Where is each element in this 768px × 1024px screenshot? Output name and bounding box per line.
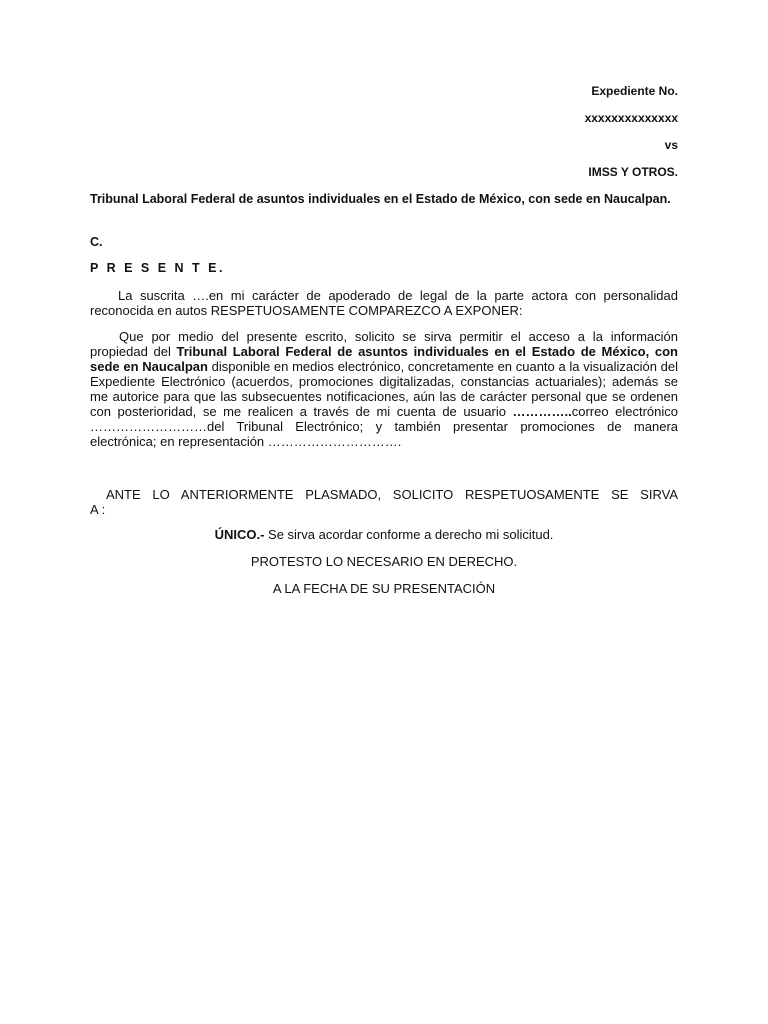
request-user-bold: ………….. bbox=[512, 404, 572, 419]
unico-label: ÚNICO.- bbox=[214, 527, 265, 542]
presente-heading: P R E S E N T E. bbox=[90, 261, 225, 275]
request-text-3: correo electrónico ………………………del Tribunal Electrónico; y también presentar promociones de manera electrónica; en representación …………………………. bbox=[90, 404, 678, 449]
expediente-label: Expediente No. bbox=[591, 84, 678, 98]
request-paragraph bbox=[90, 329, 678, 449]
request-text-1: Que por medio del presente escrito, solicito se sirva permitir el acceso a la información propiedad del bbox=[90, 329, 678, 359]
unico-text: Se sirva acordar conforme a derecho mi solicitud. bbox=[264, 527, 554, 542]
request-tribunal-bold: Tribunal Laboral Federal de asuntos individuales en el Estado de México, con sede en Naucalpan bbox=[90, 344, 678, 374]
intro-paragraph bbox=[90, 288, 678, 318]
defendant-name: IMSS Y OTROS. bbox=[588, 165, 678, 179]
case-header bbox=[380, 84, 678, 192]
closing-line-1: ANTE LO ANTERIORMENTE PLASMADO, SOLICITO RESPETUOSAMENTE SE SIRVA bbox=[106, 487, 678, 502]
protesto-line: PROTESTO LO NECESARIO EN DERECHO. bbox=[250, 554, 518, 569]
closing-line-2: A : bbox=[90, 502, 106, 517]
addressee-c: C. bbox=[90, 235, 103, 249]
tribunal-addressee: Tribunal Laboral Federal de asuntos individuales en el Estado de México, con sede en Naucalpan. bbox=[90, 192, 671, 206]
versus-label: vs bbox=[664, 138, 678, 152]
intro-text: La suscrita ….en mi carácter de apoderado de legal de la parte actora con personalidad reconocida en autos RESPETUOSAMENTE COMPAREZCO A EXPONER: bbox=[90, 288, 678, 318]
fecha-line: A LA FECHA DE SU PRESENTACIÓN bbox=[272, 581, 496, 596]
request-text-2: disponible en medios electrónico, concretamente en cuanto a la visualización del Expediente Electrónico (acuerdos, promociones digitalizadas, constancias actuariales); además se me autorice para que las subsecuentes notificaciones, aún las de carácter personal que se ordenen con posterioridad, se me realicen a través de mi cuenta de usuario bbox=[90, 359, 678, 419]
unico-petition bbox=[90, 527, 678, 542]
expediente-number: xxxxxxxxxxxxxx bbox=[584, 111, 678, 125]
